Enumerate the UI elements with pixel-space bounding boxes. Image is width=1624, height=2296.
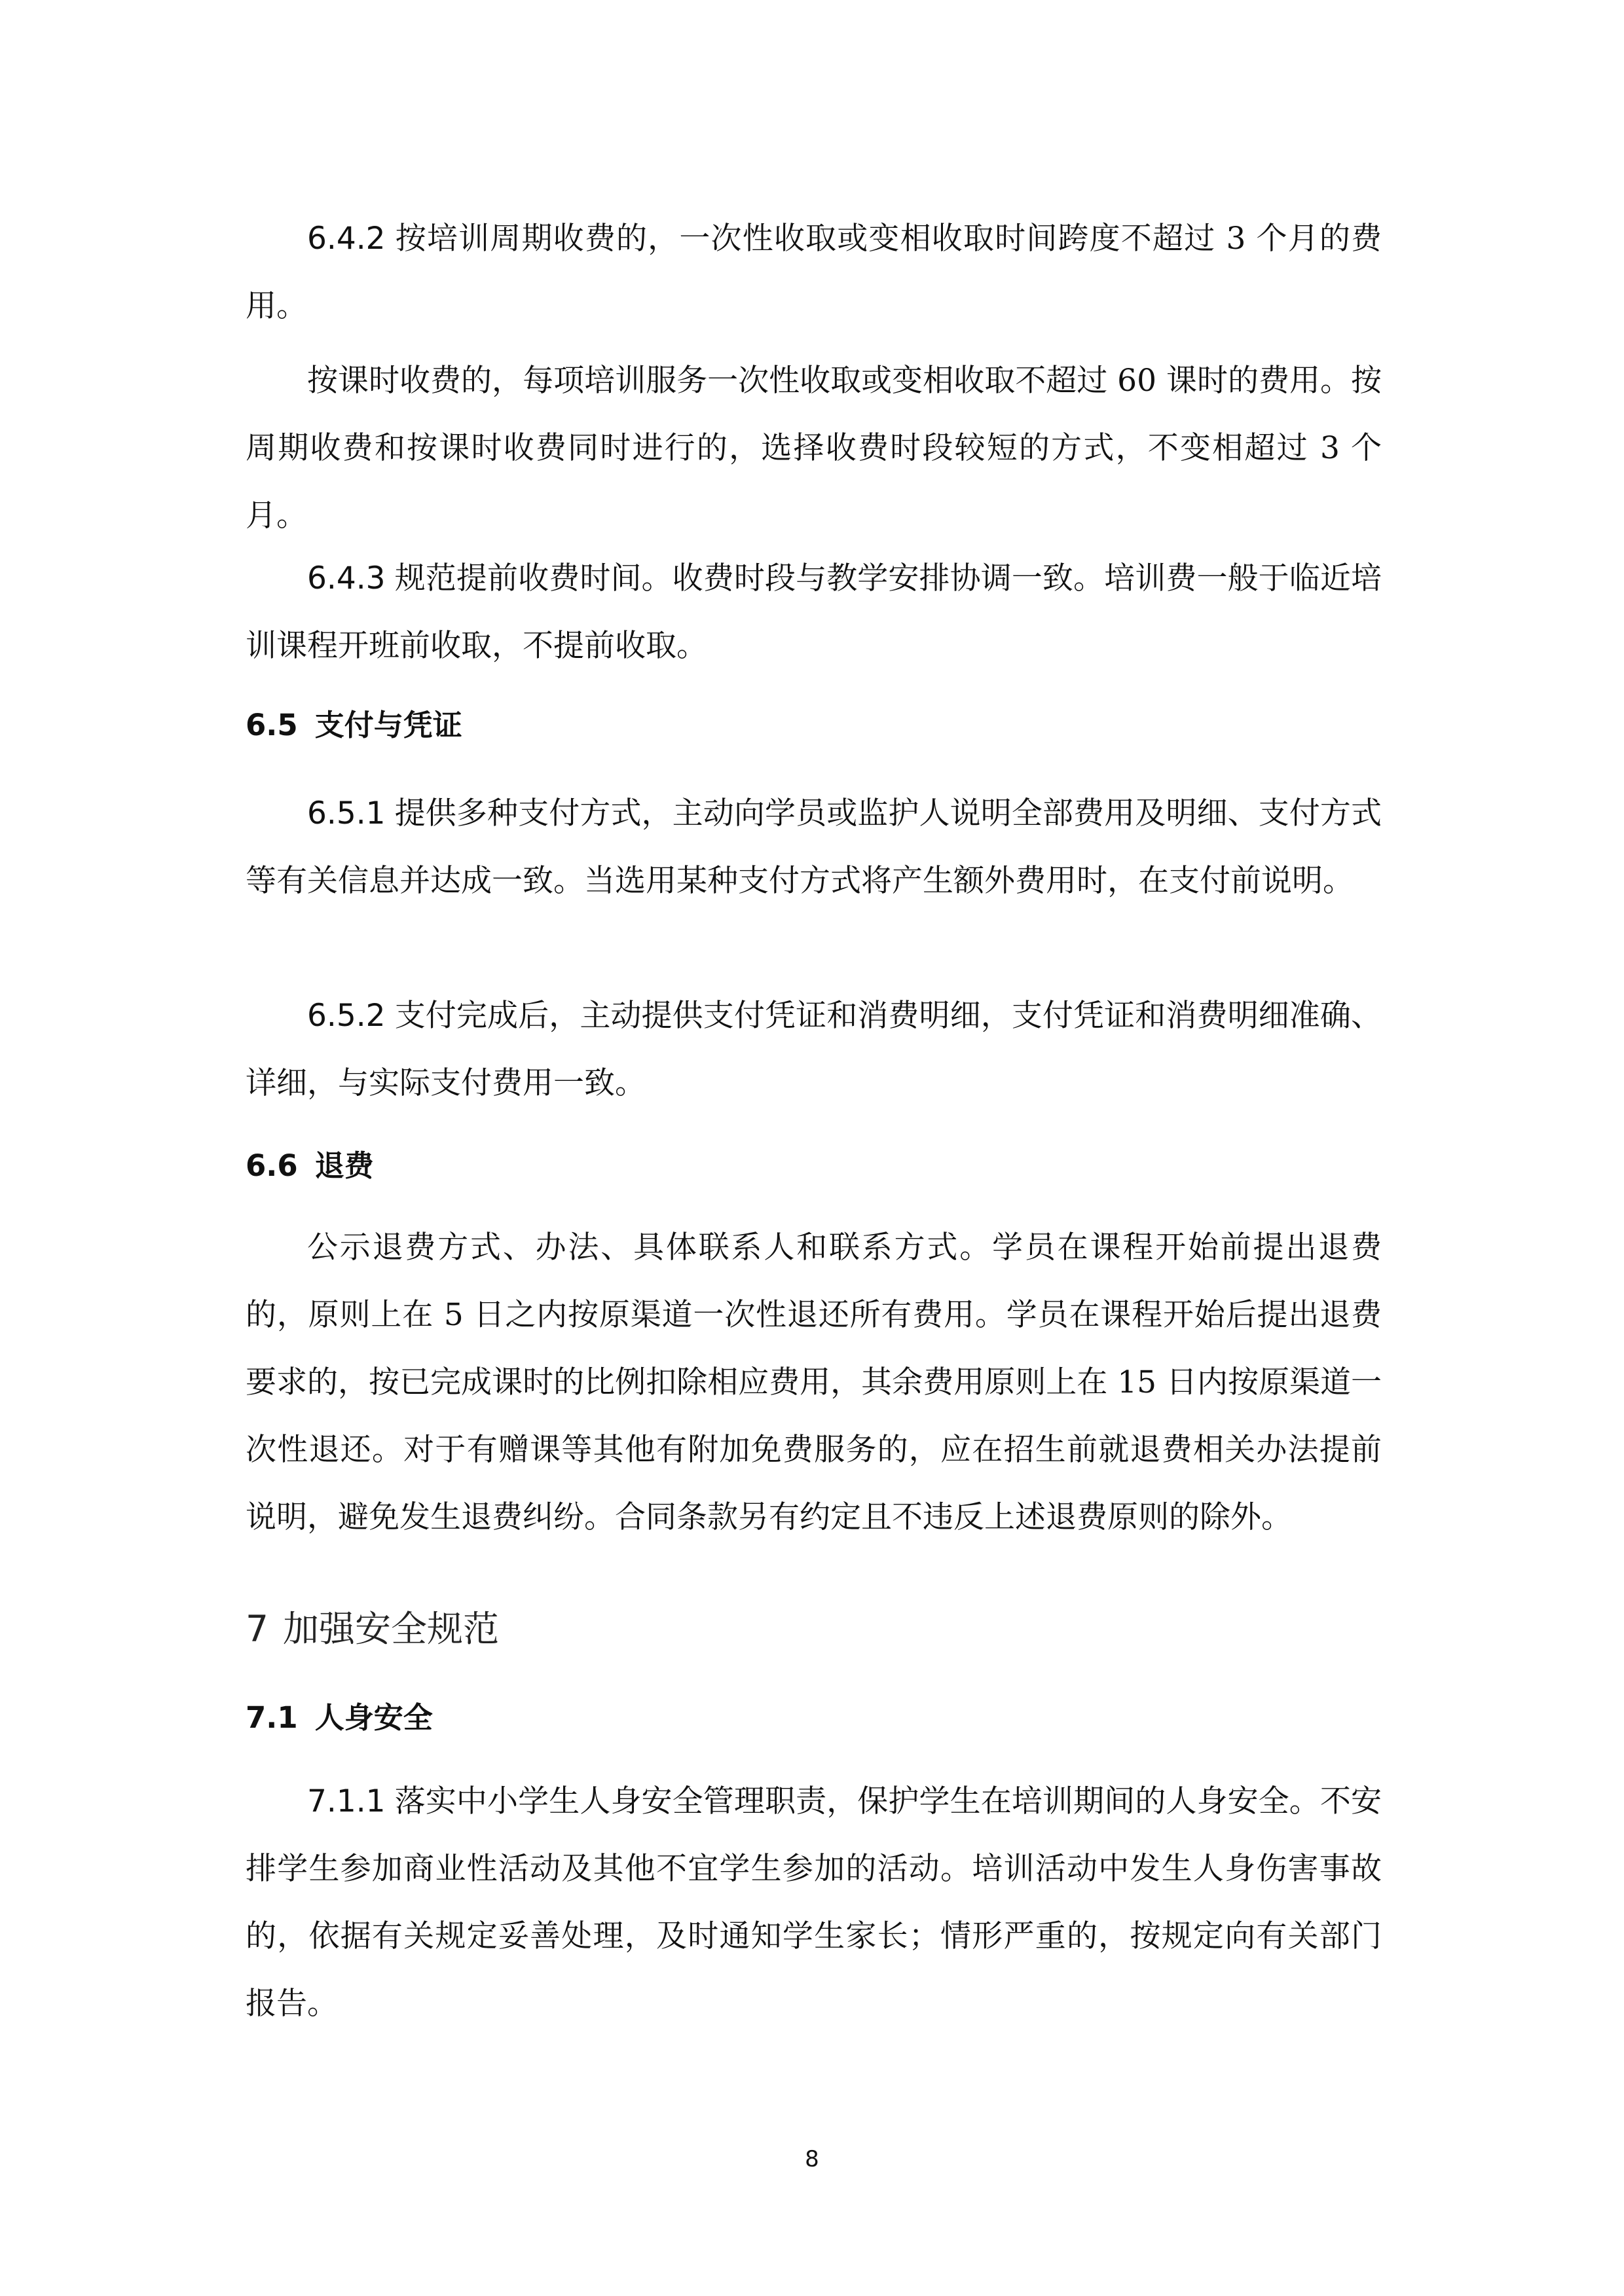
section-title: 退费 [314,1148,374,1183]
paragraph-text: 公示退费方式、办法、具体联系人和联系方式。学员在课程开始前提出退费的，原则上在 5 日之内按原渠道一次性退还所有费用。学员在课程开始后提出退费要求的，按已完成课时的比例扣除相应费用，其余费用原则上在 15 日内按原渠道一次性退还。对于有赠课等其他有附加免费服务的，应在招生前就退费相关办法提前说明，避免发生退费纠纷。合同条款另有约定且不违反上述退费原则的除外。 [246,1230,1382,1535]
clause-number: 6.5.2 [307,998,386,1034]
clause-text: 提供多种支付方式，主动向学员或监护人说明全部费用及明细、支付方式等有关信息并达成一致。当选用某种支付方式将产生额外费用时，在支付前说明。 [246,795,1382,899]
paragraph-6-5-2 [246,982,1382,1117]
clause-text: 支付完成后，主动提供支付凭证和消费明细，支付凭证和消费明细准确、详细，与实际支付费用一致。 [246,998,1382,1101]
paragraph-6-5-1 [246,780,1382,915]
heading-6-5 [246,702,1382,748]
heading-6-6 [246,1143,1382,1189]
heading-7-1 [246,1695,1382,1741]
section-number: 6.6 [246,1148,298,1183]
heading-7 [246,1603,1382,1655]
section-number: 6.5 [246,708,298,742]
page-number: 8 [805,2146,819,2172]
clause-number: 6.4.3 [307,560,386,596]
paragraph-6-4-2 [246,205,1382,340]
chapter-title: 加强安全规范 [283,1608,500,1650]
clause-text: 落实中小学生人身安全管理职责，保护学生在培训期间的人身安全。不安排学生参加商业性活动及其他不宜学生参加的活动。培训活动中发生人身伤害事故的，依据有关规定妥善处理，及时通知学生家长；情形严重的，按规定向有关部门报告。 [246,1783,1382,2022]
section-number: 7.1 [246,1700,298,1735]
paragraph-6-6-refunds [246,1214,1382,1551]
paragraph-per-hour-fees [246,347,1382,549]
paragraph-7-1-1 [246,1768,1382,2037]
paragraph-6-4-3 [246,545,1382,680]
section-title: 支付与凭证 [314,708,462,742]
clause-number: 7.1.1 [307,1783,386,1819]
paragraph-text: 按课时收费的，每项培训服务一次性收取或变相收取不超过 60 课时的费用。按周期收费和按课时收费同时进行的，选择收费时段较短的方式，不变相超过 3 个月。 [246,363,1382,534]
clause-number: 6.4.2 [307,221,386,257]
chapter-number: 7 [246,1608,268,1650]
clause-text: 规范提前收费时间。收费时段与教学安排协调一致。培训费一般于临近培训课程开班前收取，不提前收取。 [246,560,1382,664]
document-page [246,0,1382,2296]
clause-number: 6.5.1 [307,795,386,831]
section-title: 人身安全 [314,1700,433,1735]
clause-text: 按培训周期收费的，一次性收取或变相收取时间跨度不超过 3 个月的费用。 [246,221,1382,324]
